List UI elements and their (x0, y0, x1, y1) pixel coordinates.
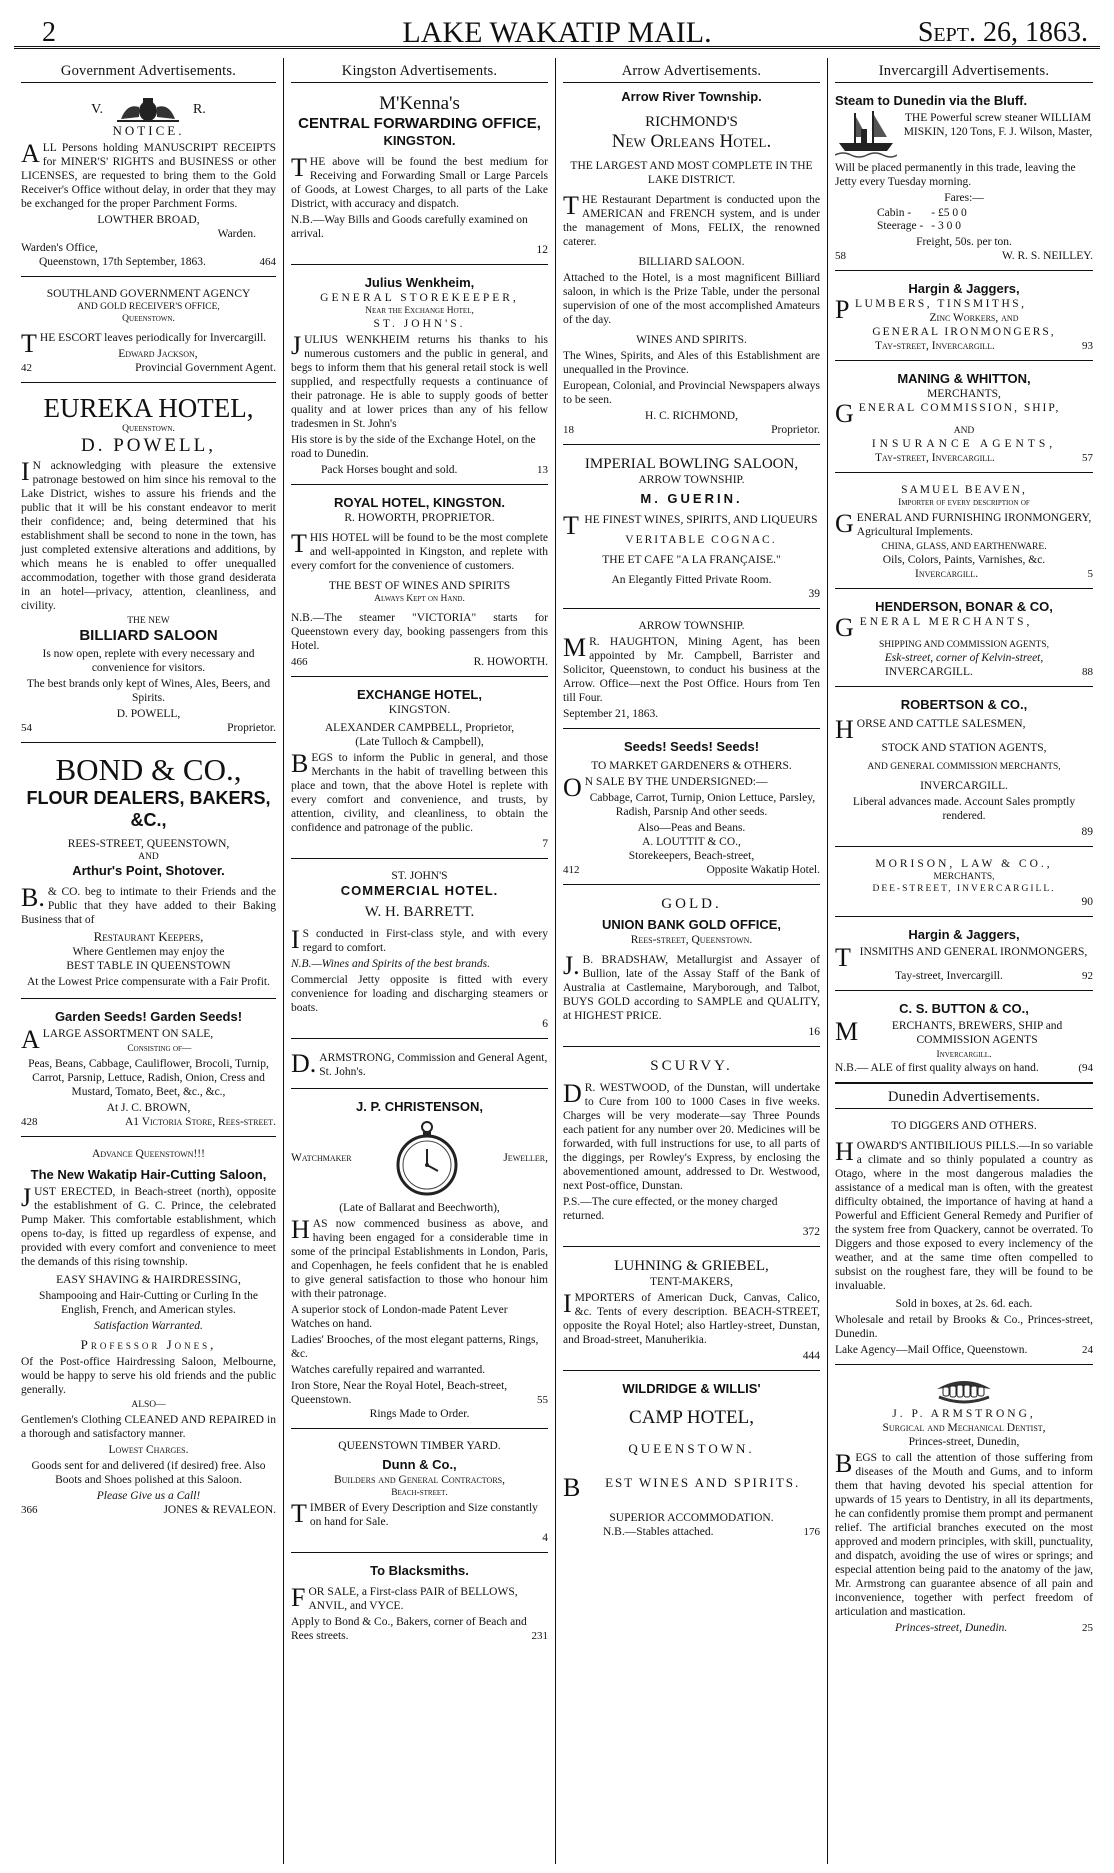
ad-number: 12 (536, 244, 548, 256)
ad-signer: R. HOWORTH. (473, 656, 548, 668)
ad-watchmaker: Watchmaker (291, 1152, 352, 1164)
ad-papers: European, Colonial, and Provincial Newspapers always to be seen. (563, 380, 820, 406)
ad-oils: Oils, Colors, Paints, Varnishes, &c. (882, 554, 1046, 566)
ad-new-orleans-hotel (563, 109, 820, 445)
notice-title: NOTICE. (112, 123, 185, 138)
ad-repaired: Watches carefully repaired and warranted. (291, 1364, 486, 1376)
ad-number: (94 (1078, 1062, 1093, 1074)
ad-general: GENERAL AND FURNISHING IRONMONGERY, Agricultural Implements. (835, 509, 1092, 538)
ad-title: GOLD. (661, 896, 722, 912)
ad-title: ROBERTSON & CO., (900, 697, 1028, 712)
ad-body: THE ESCORT leaves periodically for Invercargill. (21, 329, 267, 358)
ad-number: 231 (531, 1630, 548, 1642)
steamship-icon (835, 109, 897, 159)
ad-store: A1 Victoria Store, Rees-street. (124, 1116, 276, 1128)
ad-title: QUEENSTOWN TIMBER YARD. (338, 1440, 501, 1452)
ad-office: UNION BANK GOLD OFFICE, (601, 917, 782, 932)
ad-signer: Edward Jackson, (118, 348, 198, 360)
ad-southland-agency (21, 283, 276, 383)
ad-number: 6 (542, 1018, 548, 1030)
ad-number: 18 (563, 424, 574, 436)
ad-scurvy (563, 1053, 820, 1247)
ad-cognac: VERITABLE COGNAC. (625, 534, 777, 546)
ad-goods: Goods sent for and delivered (if desired) free. Also Boots and Shoes polished at this Saloon. (31, 1460, 266, 1486)
ad-number: 412 (563, 864, 580, 876)
ad-number: 464 (259, 256, 276, 268)
ad-iron: GENERAL IRONMONGERS, (872, 326, 1056, 338)
ad-number: 366 (21, 1504, 38, 1516)
ad-haughton (563, 615, 820, 729)
ad-body: MERCHANTS, BREWERS, SHIP and COMMISSION AGENTS (835, 1017, 1063, 1046)
ad-number: 24 (1082, 1344, 1093, 1356)
ad-title: TO DIGGERS AND OTHERS. (891, 1120, 1037, 1132)
ad-number: 428 (21, 1116, 38, 1128)
ad-body: IN acknowledging with pleasure the extensive patronage bestowed on him since his removal to the Lake District, wishes to assure his friends and the public that it will be his constant endeavor to merit their confidence; and, being determined that his establishment shall be second to none in the town, has just completed extensive alterations and additions, by which means he is enabled to offer unequalled accommodation, together with those grand desiderata in an hotel—privacy, attention, cleanliness, and civility. (21, 457, 276, 612)
ad-number: 16 (808, 1026, 820, 1038)
notice-body: ALL Persons holding MANUSCRIPT RECEIPTS for MINER'S' RIGHTS and BUSINESS or other LICENSES, are requested to bring them to the Gold Receiver's Office without delay, in order that they may be exchanged for the proper Parchment Forms. (21, 139, 276, 210)
column-government (14, 58, 283, 1864)
newspaper-title: LAKE WAKATIP MAIL. (402, 16, 712, 49)
ad-clothing: Gentlemen's Clothing CLEANED AND REPAIRED in a thorough and satisfactory manner. (21, 1414, 276, 1440)
ad-body: IMPORTERS of American Duck, Canvas, Calico, &c. Tents of every description. BEACH-STREET, opposite the Royal Hotel; also Hartley-street, Dunstan, and Broad-street, Manuherikia. (563, 1289, 820, 1346)
ad-street: Tay-street, Invercargill. (875, 340, 995, 352)
ad-professor-body: Of the Post-office Hairdressing Saloon, Melbourne, would be happy to serve his old friends and the public generally. (21, 1356, 276, 1396)
ad-maning-whitton (835, 367, 1093, 473)
ad-lowest: Lowest Charges. (108, 1444, 189, 1456)
ad-nb: N.B.—The steamer "VICTORIA" starts for Queenstown every day, booking passengers from this Hotel. (291, 612, 548, 652)
ad-builders: Builders and General Contractors, (333, 1474, 505, 1486)
ad-title: J. P. CHRISTENSON, (356, 1099, 483, 1114)
ad-place: INVERCARGILL. (920, 780, 1008, 792)
ad-imperial-bowling (563, 451, 820, 609)
ad-body: HAS now commenced business as above, and having been engaged for a considerable time in some of the principal Establishments in London, Paris, and Copenhagen, he feels confident that he is enabled to give general satisfaction to those who honour him with their patronage. (291, 1215, 548, 1300)
ad-freight: Freight, 50s. per ton. (916, 236, 1012, 248)
ad-number: 13 (537, 464, 548, 476)
ad-street: Princes-street, Dunedin, (908, 1436, 1020, 1448)
ad-body: THE Restaurant Department is conducted upon the AMERICAN and FRENCH system, and is under the management of Mons, FELIX, the renowned caterer. (563, 191, 820, 248)
ad-name: Dunn & Co., (382, 1457, 457, 1472)
ad-title: SCURVY. (650, 1058, 733, 1074)
ad-jeweller: Jeweller, (503, 1152, 548, 1164)
ad-body: IS conducted in First-class style, and with every regard to comfort. (291, 925, 548, 954)
fare-price: - 3 0 0 (931, 220, 962, 232)
ad-wines: WINES AND SPIRITS. (636, 334, 747, 346)
ad-shipping: SHIPPING AND COMMISSION AGENTS, (879, 640, 1049, 650)
arrow-township-heading: Arrow River Township. (621, 89, 762, 104)
ad-number: 39 (808, 588, 820, 600)
ad-body: BEGS to call the attention of those suffering from diseases of the Mouth and Gums, and to inform them that having devoted his special attention for upwards of 15 years to Dentistry, in all its departments, he can confidently promise them prompt and permanent relief. The artificial branches executed on the most approved and modern principles, with skill, punctuality, and dispatch, avoiding the use of wires or springs; and especial attention being paid to the anatomy of the jaw, Mr. Armstrong can guarantee absence of all pain and inconvenience, together with perfect freedom of articulation and mastication. (835, 1449, 1093, 1618)
ad-subtitle: CENTRAL FORWARDING OFFICE, (298, 115, 541, 132)
ad-place: ST. JOHN'S. (373, 318, 466, 330)
ad-body: FOR SALE, a First-class PAIR of BELLOWS, ANVIL, and VYCE. (291, 1583, 518, 1612)
ad-eureka-hotel (21, 389, 276, 743)
ad-proprietor: R. HOWORTH, PROPRIETOR. (344, 512, 495, 524)
fare-label: Cabin - (877, 207, 912, 219)
ad-title: Hargin & Jaggers, (908, 281, 1020, 296)
ad-point: Arthur's Point, Shotover. (72, 863, 225, 878)
royal-arms-icon (113, 97, 183, 123)
ad-stjohns: ST. JOHN'S (391, 870, 448, 882)
ad-zinc: Zinc Workers, and (929, 312, 1019, 324)
fare-price: - £5 0 0 (931, 207, 967, 219)
ad-also: ALSO— (131, 1400, 166, 1410)
ad-sold: Sold in boxes, at 2s. 6d. each. (895, 1298, 1033, 1310)
ad-signer-title: Provincial Government Agent. (135, 362, 276, 374)
ad-henderson-bonar (835, 595, 1093, 687)
ad-advance: Advance Queenstown!!! (92, 1148, 205, 1160)
column-heading: Arrow Advertisements. (563, 58, 820, 83)
ad-garden-seeds (21, 1005, 276, 1137)
ad-title: C. S. BUTTON & CO., (899, 1001, 1029, 1016)
ad-morison-law (835, 853, 1093, 917)
ad-trade: TENT-MAKERS, (650, 1276, 733, 1288)
ad-importer: Importer of every description of (898, 498, 1030, 508)
ad-number: 42 (21, 362, 32, 374)
ad-where: Where Gentlemen may enjoy the (72, 946, 225, 958)
ad-seeds (563, 735, 820, 885)
ad-merchants: MERCHANTS, (933, 872, 995, 882)
ad-signer: D. POWELL, (116, 708, 181, 720)
ad-store: Iron Store, Near the Royal Hotel, Beach-street, Queenstown. (291, 1380, 508, 1406)
ad-subtitle: GENERAL STOREKEEPER, (320, 292, 519, 304)
ad-name: M. GUERIN. (640, 491, 743, 506)
ad-body: JULIUS WENKHEIM returns his thanks to his numerous customers and the public in general, and begs to inform them that his general retail stock is well supplied, and respectfully requests a continuance of their patronage. He is able to supply goods of better quality and at lower prices than any of his fellow tradesmen in St. John's (291, 331, 548, 430)
ad-body: BEGS to inform the Public in general, and those Merchants in the habit of travelling between this place and town, that the above Hotel is replete with every comfort and convenience, and trusts, by attention, civility, and cleanliness, to obtain the confidence and patronage of the public. (291, 749, 548, 834)
ad-billiard-body: Is now open, replete with every necessary and convenience for visitors. (42, 648, 255, 674)
columns (14, 58, 1100, 1864)
ad-street: DEE-STREET, INVERCARGILL. (872, 884, 1056, 894)
ad-best: BEST WINES AND SPIRITS. (563, 1473, 801, 1502)
ad-signer: JONES & REVALEON. (163, 1504, 276, 1516)
ad-opposite: Opposite Wakatip Hotel. (706, 864, 820, 876)
ad-title: Seeds! Seeds! Seeds! (623, 739, 760, 754)
column-kingston (284, 58, 555, 1864)
ad-fares-label: Fares:— (944, 192, 984, 204)
royal-crest (21, 97, 276, 123)
ad-billiard-body: Attached to the Hotel, is a most magnificent Billiard saloon, in which is the Prize Table, under the personal supervision of one of the most accomplished Amateurs of the day. (563, 272, 820, 326)
ad-rate: At the Lowest Price compensurate with a Fair Profit. (26, 976, 271, 988)
ad-easy: EASY SHAVING & HAIRDRESSING, (56, 1274, 241, 1286)
ad-date: September 21, 1863. (563, 708, 659, 720)
ad-title: M'Kenna's (379, 93, 460, 114)
ad-cs-button (835, 997, 1093, 1083)
ad-cafe: THE ET CAFE "A LA FRANÇAISE." (602, 554, 781, 566)
ad-number: 90 (1081, 896, 1093, 908)
ad-street: REES-STREET, QUEENSTOWN, (67, 838, 230, 850)
ad-number: 58 (835, 250, 846, 262)
ad-body: JUST ERECTED, in Beach-street (north), opposite the establishment of G. C. Prince, the celebrated Pump Maker. This comfortable establishment, which opens to-day, is fitted up regardless of expense, and provided with every comfort and convenience to meet the demands of this rising township. (21, 1183, 276, 1268)
ad-camp-hotel (563, 1377, 820, 1546)
ad-place: Queenstown. (122, 314, 175, 324)
ad-insurance: INSURANCE AGENTS, (871, 438, 1057, 450)
ad-always: Always Kept on Hand. (374, 594, 465, 604)
ad-d-armstrong (291, 1045, 548, 1089)
ad-shampoo: Shampooing and Hair-Cutting or Curling In the English, French, and American styles. (39, 1290, 258, 1316)
column-arrow (556, 58, 827, 1864)
ad-body: MR. HAUGHTON, Mining Agent, has been appointed by Mr. Campbell, Barrister and Solicitor, Queenstown, to conduct his business at the Arrow. Office—next the Post Office. Hours from Ten till Four. (563, 633, 820, 704)
ad-horse: HORSE AND CATTLE SALESMEN, (835, 715, 1026, 744)
ad-hargin-jaggers-plumbers (835, 277, 1093, 361)
page-number: 2 (42, 17, 56, 48)
ad-place: INVERCARGILL. (885, 666, 973, 678)
ad-finest: THE FINEST WINES, SPIRITS, AND LIQUEURS (563, 511, 818, 540)
ad-superior: SUPERIOR ACCOMMODATION. (609, 1512, 774, 1524)
notice-place-date: Queenstown, 17th September, 1863. (39, 256, 206, 268)
ad-store: His store is by the side of the Exchange Hotel, on the road to Dunedin. (291, 434, 536, 460)
ad-robertson (835, 693, 1093, 847)
notice-office: Warden's Office, (21, 242, 98, 254)
ad-placed: Will be placed permanently in this trade, leaving the Jetty every Tuesday morning. (835, 162, 1076, 188)
ad-street: Tay-street, Invercargill. (895, 970, 1003, 982)
ad-title: Steam to Dunedin via the Bluff. (835, 93, 1028, 108)
ad-wenkheim (291, 271, 548, 485)
ad-timber-yard (291, 1435, 548, 1553)
ad-signer: W. R. S. NEILLEY. (1001, 250, 1093, 262)
ad-plumbers: PLUMBERS, TINSMITHS, (835, 295, 1027, 324)
ad-number: 89 (1081, 826, 1093, 838)
ad-title: IMPERIAL BOWLING SALOON, (584, 456, 799, 472)
ad-and: AND (138, 852, 159, 862)
ad-place: Queenstown. (122, 424, 175, 434)
ad-title: SOUTHLAND GOVERNMENT AGENCY (46, 288, 251, 300)
ad-footer: Princes-street, Dunedin. (895, 1622, 1008, 1634)
ad-best: BEST TABLE IN QUEENSTOWN (66, 960, 231, 972)
ad-apply: Apply to Bond & Co., Bakers, corner of Beach and Rees streets. (291, 1616, 527, 1642)
ad-title: EXCHANGE HOTEL, (357, 687, 482, 702)
ad-number: 57 (1082, 452, 1093, 464)
ad-late: (Late of Ballarat and Beechworth), (339, 1202, 500, 1214)
ad-title: HENDERSON, BONAR & CO, (875, 599, 1053, 614)
column-heading: Kingston Advertisements. (291, 58, 548, 83)
ad-number: 88 (1082, 666, 1093, 678)
ad-street: Tay-street, Invercargill. (875, 452, 995, 464)
ad-number: 93 (1082, 340, 1093, 352)
ad-and: AND (953, 426, 975, 436)
ad-late: (Late Tulloch & Campbell), (355, 736, 484, 748)
column-heading: Government Advertisements. (21, 58, 276, 83)
ad-wines: THE BEST OF WINES AND SPIRITS (328, 580, 511, 592)
ad-place: ARROW TOWNSHIP. (638, 620, 745, 632)
ad-body: J.B. BRADSHAW, Metallurgist and Assayer of Bullion, late of the Assay Staff of the Bank of Australia at Castlemaine, Maryborough, and Talbot, BUYS GOLD according to SAMPLE and QUALITY, at HIGHEST PRICE. (563, 951, 820, 1022)
ad-sale: ON SALE BY THE UNDERSIGNED:— (563, 773, 768, 802)
ad-list: Peas, Beans, Cabbage, Cauliflower, Brocoli, Turnip, Carrot, Parsnip, Lettuce, Radish, Onion, Cress and Mustard, Tomato, Beet, &c., &c., (28, 1058, 269, 1098)
crest-letter-r: R. (192, 102, 206, 117)
masthead (14, 6, 1100, 49)
ad-title: Julius Wenkheim, (364, 275, 475, 290)
ad-the-new: THE NEW (127, 616, 170, 626)
ad-agency: Lake Agency—Mail Office, Queenstown. (835, 1344, 1028, 1356)
ad-name: CAMP HOTEL, (629, 1407, 754, 1428)
ad-bond-co (21, 749, 276, 999)
ad-packhorses: Pack Horses bought and sold. (321, 464, 458, 476)
ad-title: EUREKA HOTEL, (43, 393, 254, 423)
ad-steam-dunedin (835, 89, 1093, 271)
ad-exchange-hotel (291, 683, 548, 859)
ad-professor: Professor Jones, (80, 1337, 217, 1352)
ad-to: TO MARKET GARDENERS & OTHERS. (591, 760, 792, 772)
ad-proprietor: W. H. BARRETT. (364, 904, 475, 920)
ad-body: B.& CO. beg to intimate to their Friends and the Public that they have added to their Baking Business that of (21, 883, 276, 926)
ad-signer-title: Proprietor. (771, 424, 820, 436)
ad-wines-body: The Wines, Spirits, and Ales of this Establishment are unequalled in the Province. (563, 350, 820, 376)
ad-place: KINGSTON. (388, 704, 451, 716)
dentures-icon (835, 1377, 1093, 1405)
ad-largest: THE LARGEST AND MOST COMPLETE IN THE LAKE DISTRICT. (570, 160, 813, 186)
ad-place: ARROW TOWNSHIP. (638, 474, 745, 486)
ad-proprietor: ALEXANDER CAMPBELL, Proprietor, (324, 722, 515, 734)
ad-merchants: MERCHANTS, (927, 388, 1001, 400)
ad-signer: A. LOUTTIT & CO., (642, 836, 741, 848)
ad-general: GENERAL COMMISSION, SHIP, (835, 399, 1061, 428)
ad-at: At J. C. BROWN, (106, 1102, 191, 1114)
ad-title: Hargin & Jaggers, (908, 927, 1020, 942)
ad-title: MORISON, LAW & CO., (875, 858, 1053, 870)
ad-place: Invercargill. (936, 1050, 992, 1060)
ad-title: LUHNING & GRIEBEL, (614, 1258, 769, 1274)
ad-also: Also—Peas and Beans. (637, 822, 746, 834)
ad-general: GENERAL MERCHANTS, (835, 613, 1033, 642)
ad-warden-notice (21, 89, 276, 277)
ad-room: An Elegantly Fitted Private Room. (611, 574, 772, 586)
ad-name: J. P. ARMSTRONG, (892, 1408, 1036, 1420)
ad-number: 372 (802, 1226, 820, 1238)
ad-billiard: BILLIARD SALOON. (638, 256, 745, 268)
ad-blacksmiths (291, 1559, 548, 1650)
ad-consisting: Consisting of— (127, 1044, 192, 1054)
ad-mckenna-forwarding (291, 89, 548, 265)
notice-signer-title: Warden. (217, 228, 256, 240)
ad-number: 176 (803, 1526, 820, 1538)
issue-date: Sept. 26, 1863. (917, 17, 1088, 48)
ad-billiard-saloon: BILLIARD SALOON (79, 627, 218, 644)
ad-commercial-hotel (291, 865, 548, 1039)
ad-title: COMMERCIAL HOTEL. (340, 883, 499, 898)
ad-signer: H. C. RICHMOND, (645, 410, 738, 422)
ad-title: SAMUEL BEAVEN, (901, 484, 1027, 496)
ad-samuel-beaven (835, 479, 1093, 589)
ad-nb: N.B.— ALE of first quality always on hand. (835, 1062, 1039, 1074)
column-heading: Invercargill Advertisements. (835, 58, 1093, 83)
ad-line: ALARGE ASSORTMENT ON SALE, (21, 1025, 214, 1054)
ad-dentist (835, 1371, 1093, 1642)
notice-signer: LOWTHER BROAD, (97, 214, 200, 226)
ad-body: TINSMITHS AND GENERAL IRONMONGERS, (835, 943, 1088, 972)
ad-luhning-griebel (563, 1253, 820, 1371)
ad-title: Surgical and Mechanical Dentist, (882, 1422, 1046, 1434)
ad-place: Invercargill. (915, 568, 979, 580)
ad-title: MANING & WHITTON, (897, 371, 1031, 386)
ad-title: ROYAL HOTEL, KINGSTON. (334, 495, 505, 510)
ad-brands: The best brands only kept of Wines, Ales, Beers, and Spirits. (26, 678, 271, 704)
ad-proprietor: D. POWELL, (80, 435, 216, 456)
ad-liberal: Liberal advances made. Account Sales promptly rendered. (852, 796, 1076, 822)
ad-list: Cabbage, Carrot, Turnip, Onion Lettuce, Parsley, Radish, Parsnip And other seeds. (589, 792, 816, 818)
ad-near: Near the Exchange Hotel, (365, 306, 474, 316)
ad-title: WILDRIDGE & WILLIS' (622, 1381, 761, 1396)
fare-label: Steerage - (877, 220, 924, 232)
ad-union-bank-gold (563, 891, 820, 1047)
ad-body: D.ARMSTRONG, Commission and General Agent, St. John's. (291, 1049, 548, 1078)
fares-table (873, 207, 971, 233)
ad-body: THIS HOTEL will be found to be the most complete and well-appointed in Kingston, and replete with every comfort for the convenience of customers. (291, 529, 548, 572)
ad-subtitle: AND GOLD RECEIVER'S OFFICE, (77, 302, 220, 312)
ad-title: New Orleans Hotel. (611, 131, 772, 152)
ad-wholesale: Wholesale and retail by Brooks & Co., Princes-street, Dunedin. (835, 1314, 1093, 1340)
ad-general: AND GENERAL COMMISSION MERCHANTS, (867, 762, 1061, 772)
ad-nb: N.B.—Way Bills and Goods carefully examined on arrival. (291, 214, 528, 240)
ad-number: 466 (291, 656, 308, 668)
ad-body: THE Powerful screw steaner WILLIAM MISKIN, 120 Tons, F. J. Wilson, Master, (903, 112, 1093, 138)
crest-letter-v: V. (91, 102, 103, 117)
ad-antibilious-pills (835, 1115, 1093, 1365)
pocket-watch-icon (392, 1119, 462, 1197)
ad-name: RICHMOND'S (645, 114, 738, 130)
ad-body: THE above will be found the best medium for Receiving and Forwarding Small or Large Parcels of Goods, at Lowest Charges, to all parts of the Lake District, with accuracy and dispatch. (291, 153, 548, 210)
ad-body: HOWARD'S ANTIBILIOUS PILLS.—In so variable a climate and so thinly populated a country as Otago, where in the most dangerous maladies the assistance of a medical man is often, with the greatest difficulty obtained, the importance of having at hand a Powerful and Efficient General Remedy and Purifier of the system free from Quackery, cannot be overrated. To Diggers and those exposed to every inclemency of the weather, and at the same time often compelled to subsist on the roughest fare, they will be found to be invaluable. (835, 1137, 1093, 1292)
ad-street: Beach-street. (391, 1488, 448, 1498)
ad-street: Esk-street, corner of Kelvin-street, (884, 652, 1044, 664)
ad-number: 55 (537, 1394, 548, 1406)
ad-stock: STOCK AND STATION AGENTS, (881, 742, 1047, 754)
ad-number: 7 (542, 838, 548, 850)
ad-china: CHINA, GLASS, AND EARTHENWARE. (881, 542, 1047, 552)
ad-body: DR. WESTWOOD, of the Dunstan, will undertake to Cure from 100 to 1000 Cases in five weeks. Charges will be very moderate—say Three Pounds each patient for any number over 20. Medicines will be forwarded, with full instructions for use, to all parts of the diggings, per Rowley's Express, by enclosing the abovementioned amount, addressed to Dr. Westwood, next Post-office, Dunstan. (563, 1079, 820, 1192)
ad-christenson-watchmaker (291, 1095, 548, 1429)
ad-royal-hotel (291, 491, 548, 677)
ad-street: Rees-street, Queenstown. (630, 934, 753, 946)
ad-hair-cutting-saloon (21, 1143, 276, 1524)
ad-nb: N.B.—Stables attached. (603, 1526, 714, 1538)
ad-signer-title: Proprietor. (227, 722, 276, 734)
ad-jetty: Commercial Jetty opposite is fitted with every convenience for loading and discharging steamers or boats. (291, 974, 548, 1014)
ad-rings: Rings Made to Order. (369, 1408, 470, 1420)
ad-body: TIMBER of Every Description and Size constantly on hand for Sale. (291, 1499, 538, 1528)
ad-number: 54 (21, 722, 32, 734)
ad-call: Please Give us a Call! (96, 1490, 201, 1502)
ad-hargin-jaggers-tinsmiths (835, 923, 1093, 991)
ad-number: 5 (1087, 568, 1093, 580)
ad-title: Garden Seeds! Garden Seeds! (54, 1009, 243, 1024)
ad-ps: P.S.—The cure effected, or the money charged returned. (563, 1196, 778, 1222)
ad-subtitle: FLOUR DEALERS, BAKERS, &C., (26, 788, 271, 830)
ad-place: QUEENSTOWN. (628, 1441, 755, 1456)
column-heading-dunedin: Dunedin Advertisements. (835, 1083, 1093, 1109)
ad-stock: A superior stock of London-made Patent Lever Watches on hand. (291, 1304, 508, 1330)
ad-signer-title: Storekeepers, Beach-street, (628, 850, 755, 862)
ad-place: KINGSTON. (383, 133, 456, 148)
ad-title: To Blacksmiths. (370, 1563, 469, 1578)
ad-brooches: Ladies' Brooches, of the most elegant patterns, Rings, &c. (291, 1334, 539, 1360)
ad-number: 92 (1082, 970, 1093, 982)
ad-satisfaction: Satisfaction Warranted. (94, 1320, 203, 1332)
column-invercargill (828, 58, 1100, 1864)
ad-keepers: Restaurant Keepers, (93, 929, 204, 944)
ad-number: 25 (1082, 1622, 1093, 1634)
ad-number: 444 (802, 1350, 820, 1362)
ad-nb: N.B.—Wines and Spirits of the best brands. (291, 958, 491, 970)
ad-title: The New Wakatip Hair-Cutting Saloon, (30, 1167, 267, 1182)
ad-number: 4 (542, 1532, 548, 1544)
ad-title: BOND & CO., (55, 752, 242, 787)
